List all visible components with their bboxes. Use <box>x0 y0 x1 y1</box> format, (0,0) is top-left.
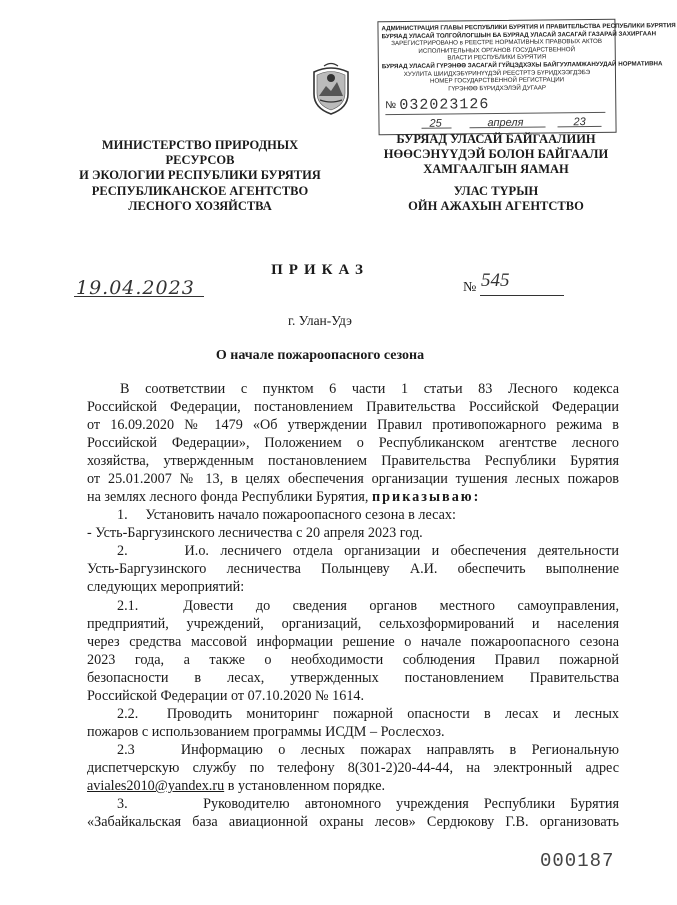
ministry-right-line: БУРЯАД УЛАСАЙ БАЙГААЛИИН <box>396 132 596 146</box>
agency-right-line: ОЙН АЖАХЫН АГЕНТСТВО <box>408 199 584 213</box>
order-number-label: № <box>463 280 477 295</box>
stamp-line: ГҮРЭНӨӨ БҮРИДХЭЛЭЙ ДУГААР <box>448 84 547 93</box>
stamp-day-line <box>422 127 452 128</box>
stamp-registration <box>385 96 609 130</box>
stamp-line: ЗАРЕГИСТРИРОВАНО в РЕЕСТРЕ НОРМАТИВНЫХ ПРАВОВЫХ АКТОВ <box>391 38 603 48</box>
para1-line: хозяйства, утвержденным постановлением Правительства Республики Бурятия <box>87 453 619 469</box>
item3-line: «Забайкальская база авиационной охраны лесов» Сердюкову Г.В. организовать <box>87 814 619 830</box>
ministry-right-line: НӨӨСЭНҮҮДЭЙ БОЛОН БАЙГААЛИ <box>383 147 609 161</box>
stamp-line: БУРЯАД УЛАСАЙ ГҮРЭНӨӨ ЗАСАГАЙ ГҮЙЦЭДХЭХЫ БАЙГУУЛАМЖАНУУДАЙ НОРМАТИВНА <box>381 60 663 71</box>
email-link[interactable]: aviales2010@yandex.ru <box>87 778 225 794</box>
stamp-line: ВЛАСТИ РЕСПУБЛИКИ БУРЯТИЯ <box>447 53 547 62</box>
stamp-year: 23 <box>573 116 586 129</box>
item21-line: через средства массовой информации решение о начале пожароопасного сезона <box>87 634 619 650</box>
agency-left-line: РЕСПУБЛИКАНСКОЕ АГЕНТСТВО <box>91 184 309 198</box>
number-underline <box>480 295 564 296</box>
coat-of-arms-emblem <box>306 60 356 116</box>
para1-last-text: на землях лесного фонда Республики Бурятия, <box>87 489 369 505</box>
item21-line: предприятий, учреждений, организаций, сельхозформирований и населения <box>87 616 619 632</box>
ministry-left-line: И ЭКОЛОГИИ РЕСПУБЛИКИ БУРЯТИЯ <box>79 168 321 182</box>
stamp-day: 25 <box>429 117 442 130</box>
agency-right <box>378 184 614 214</box>
para1-line: от 16.09.2020 № 1479 «Об утверждении Правил противопожарного режима в <box>87 417 619 433</box>
stamp-line: АДМИНИСТРАЦИЯ ГЛАВЫ РЕСПУБЛИКИ БУРЯТИЯ И ПРАВИТЕЛЬСТВА РЕСПУБЛИКИ БУРЯТИЯ <box>381 22 676 33</box>
date-underline <box>74 296 204 297</box>
para1-line: Российской Федерации», Положением о Республиканском агентстве лесного <box>87 435 619 451</box>
item22-last: пожаров с использованием программы ИСДМ – Рослесхоз. <box>87 724 445 740</box>
item21-line: безопасности в лесах, утвержденных постановлением Правительства <box>87 670 619 686</box>
item1-sub: - Усть-Баргузинского лесничества с 20 апреля 2023 год. <box>87 525 423 541</box>
item3-line: 3. Руководителю автономного учреждения Республики Бурятия <box>117 796 619 812</box>
item2-last: следующих мероприятий: <box>87 579 245 595</box>
item23-last-line <box>87 777 619 795</box>
item23-line: диспетчерскую службу по телефону 8(301-2)20-44-44, на электронный адрес <box>87 760 619 776</box>
agency-right-line: УЛАС ТҮРЫН <box>453 184 539 198</box>
para1-line: от 25.01.2007 № 13, в целях обеспечения организации тушения лесных пожаров <box>87 471 619 487</box>
order-city: г. Улан-Удэ <box>288 313 352 328</box>
stamp-line: ИСПОЛНИТЕЛЬНЫХ ОРГАНОВ ГОСУДАРСТВЕННОЙ <box>418 45 576 55</box>
item21-line: 2.1. Довести до сведения органов местного самоуправления, <box>117 598 619 614</box>
item2-line: 2. И.о. лесничего отдела организации и обеспечения деятельности <box>117 543 619 559</box>
item1-text: 1. Установить начало пожароопасного сезона в лесах: <box>117 507 456 523</box>
item23-line: 2.3 Информацию о лесных пожарах направлять в Региональную <box>117 742 619 758</box>
agency-left-line: ЛЕСНОГО ХОЗЯЙСТВА <box>128 199 272 213</box>
order-number: 545 <box>481 270 510 291</box>
ministry-left <box>70 138 330 183</box>
prikazyvayu-word: приказываю: <box>371 489 481 505</box>
ministry-left-line: МИНИСТЕРСТВО ПРИРОДНЫХ РЕСУРСОВ <box>101 138 299 167</box>
item22-line: 2.2. Проводить мониторинг пожарной опасности в лесах и лесных <box>117 706 619 722</box>
registration-stamp <box>377 19 676 135</box>
stamp-no-label: № <box>385 100 397 112</box>
stamp-line: НОМЕР ГОСУДАРСТВЕННОЙ РЕГИСТРАЦИИ <box>429 76 565 85</box>
ministry-right-line: ХАМГААЛГЫН ЯАМАН <box>423 162 569 176</box>
stamp-line: БУРЯАД УЛАСАЙ ТОЛГОЙЛОГШЫН БА БУРЯАД УЛАСАЙ ЗАСАГАЙ ГАЗАРАЙ ЗАХИРГААН <box>381 29 657 40</box>
para1-line: В соответствии с пунктом 6 части 1 статьи 83 Лесного кодекса <box>120 381 619 397</box>
stamp-line: ХУУЛИТА ШИИДХЭБҮРИНҮҮДЭЙ РЕЕСТРТЭ БҮРИДХЭЭГДЭБЭ <box>403 68 591 78</box>
page-number: 000187 <box>540 850 615 872</box>
item21-last: Российской Федерации от 07.10.2020 № 1614. <box>87 688 365 704</box>
item2-line: Усть-Баргузинского лесничества Полынцеву А.И. обеспечить выполнение <box>87 561 619 577</box>
para1-line: Российской Федерации, постановлением Правительства Российской Федерации <box>87 399 619 415</box>
stamp-month: апреля <box>487 116 524 130</box>
para1-last-line <box>87 488 619 506</box>
item23-tail: в установленном порядке. <box>224 778 386 794</box>
agency-left <box>70 184 330 214</box>
order-date: 19.04.2023 <box>76 277 195 299</box>
stamp-reg-number: 032023126 <box>399 96 490 115</box>
order-subject: О начале пожароопасного сезона <box>215 348 425 363</box>
ministry-right <box>378 132 614 177</box>
item21-line: 2023 года, а также о необходимости соблюдения Правил пожарной <box>87 652 619 668</box>
order-title: ПРИКАЗ <box>271 262 369 278</box>
